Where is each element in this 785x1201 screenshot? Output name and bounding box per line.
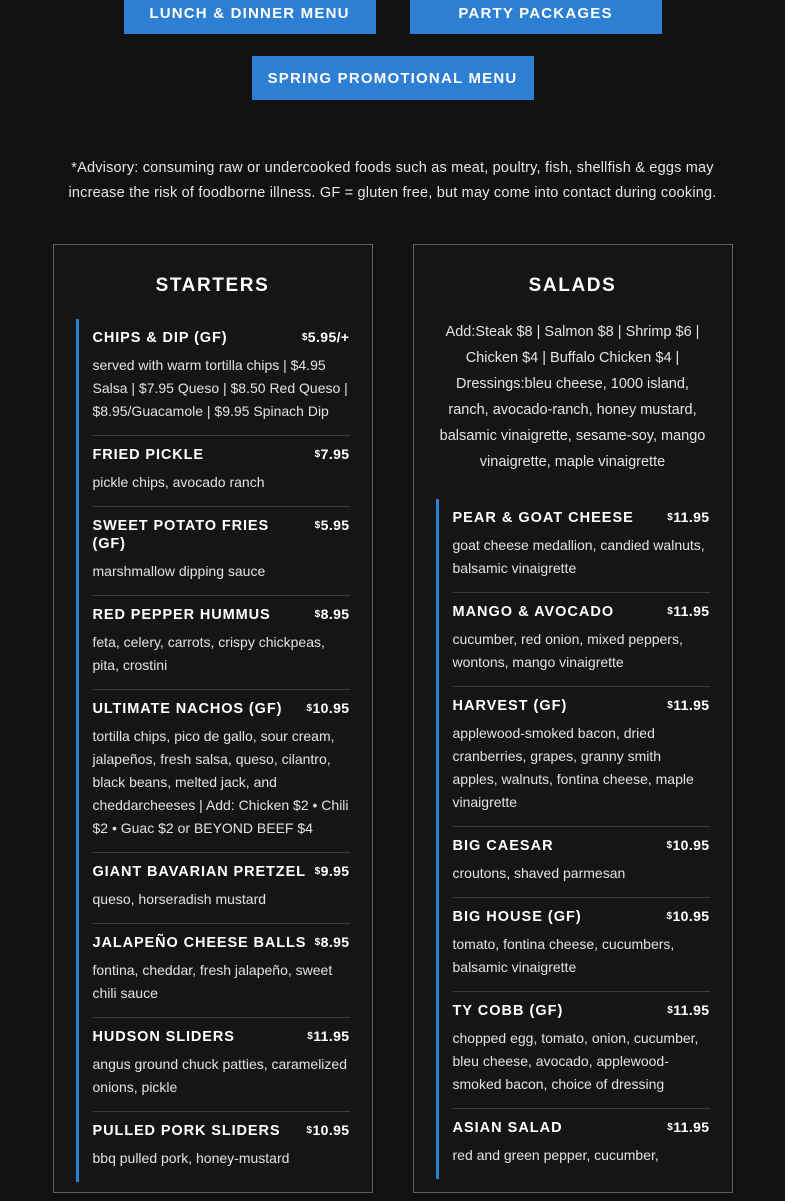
item-price: $10.95 — [306, 700, 350, 716]
item-description: pickle chips, avocado ranch — [92, 474, 265, 490]
menu-panels — [0, 244, 785, 1193]
list-item — [93, 924, 350, 1018]
list-item — [453, 898, 710, 992]
item-name: CHIPS & DIP (GF) — [92, 330, 228, 346]
spring-promotional-menu-button[interactable]: SPRING PROMOTIONAL MENU — [252, 56, 534, 100]
item-name: PULLED PORK SLIDERS — [92, 1123, 281, 1139]
item-price-value: 5.95 — [320, 517, 350, 533]
salads-list — [436, 499, 710, 1179]
item-header — [93, 517, 350, 553]
list-item — [93, 596, 350, 690]
item-description: applewood-smoked bacon, dried cranberries, grapes, granny smith apples, walnuts, fontina cheese, maple vinaigrette — [452, 725, 694, 810]
party-packages-button[interactable]: PARTY PACKAGES — [410, 0, 662, 34]
item-price-value: 8.95 — [320, 934, 350, 950]
item-name: MANGO & AVOCADO — [452, 604, 615, 620]
item-name: PEAR & GOAT CHEESE — [452, 510, 634, 526]
list-item — [453, 499, 710, 593]
item-description: red and green pepper, cucumber, — [452, 1147, 659, 1163]
item-header — [93, 329, 350, 347]
item-price: $9.95 — [314, 863, 350, 879]
list-item — [453, 1109, 710, 1179]
starters-list — [76, 319, 350, 1182]
item-name: HARVEST (GF) — [452, 698, 568, 714]
list-item — [93, 507, 350, 596]
advisory-text: *Advisory: consuming raw or undercooked foods such as meat, poultry, fish, shellfish & eggs may increase the risk of foodborne illness. GF = gluten free, but may come into contact during cooking. — [68, 160, 717, 201]
item-name: SWEET POTATO FRIES (GF) — [92, 518, 270, 552]
list-item — [453, 593, 710, 687]
item-name: JALAPEÑO CHEESE BALLS — [92, 935, 307, 951]
item-price: $8.95 — [314, 934, 350, 950]
item-header — [93, 446, 350, 464]
item-price-value: 11.95 — [673, 697, 710, 713]
salads-panel — [413, 244, 733, 1193]
lunch-dinner-menu-button[interactable]: LUNCH & DINNER MENU — [124, 0, 376, 34]
list-item — [93, 690, 350, 853]
top-button-row — [0, 0, 785, 34]
item-header — [453, 509, 710, 527]
item-name: BIG HOUSE (GF) — [452, 909, 582, 925]
starters-panel — [53, 244, 373, 1193]
list-item — [453, 827, 710, 898]
item-description: cucumber, red onion, mixed peppers, wontons, mango vinaigrette — [452, 631, 683, 670]
item-price-value: 11.95 — [673, 1119, 710, 1135]
item-description: marshmallow dipping sauce — [92, 563, 266, 579]
item-description: tortilla chips, pico de gallo, sour cream, jalapeños, fresh salsa, queso, cilantro, black beans, melted jack, and cheddarcheeses | Add: Chicken $2 • Chili $2 • Guac $2 or BEYOND BEEF $4 — [92, 728, 349, 836]
item-name: ASIAN SALAD — [452, 1120, 563, 1136]
list-item — [93, 1018, 350, 1112]
item-header — [93, 606, 350, 624]
item-price-value: 10.95 — [672, 908, 710, 924]
item-description: angus ground chuck patties, caramelized onions, pickle — [92, 1056, 347, 1095]
item-price-value: 11.95 — [673, 509, 710, 525]
item-description: chopped egg, tomato, onion, cucumber, bleu cheese, avocado, applewood-smoked bacon, choice of dressing — [452, 1030, 699, 1092]
starters-title: STARTERS — [155, 275, 270, 296]
list-item — [453, 992, 710, 1109]
list-item — [93, 319, 350, 436]
item-price: $10.95 — [666, 837, 710, 853]
item-header — [93, 700, 350, 718]
salads-note: Add:Steak $8 | Salmon $8 | Shrimp $6 | Chicken $4 | Buffalo Chicken $4 | Dressings:bleu cheese, 1000 island, ranch, avocado-ranch, honey mustard, balsamic vinaigrette, sesame-soy, mango vinaigrette, maple vinaigrette — [439, 324, 706, 470]
item-description: fontina, cheddar, fresh jalapeño, sweet chili sauce — [92, 962, 333, 1001]
list-item — [93, 1112, 350, 1182]
item-header — [453, 603, 710, 621]
item-header — [93, 863, 350, 881]
item-header — [93, 934, 350, 952]
item-price: $10.95 — [306, 1122, 350, 1138]
item-header — [93, 1122, 350, 1140]
item-header — [453, 837, 710, 855]
item-description: tomato, fontina cheese, cucumbers, balsamic vinaigrette — [452, 936, 675, 975]
item-price: $11.95 — [667, 697, 710, 713]
item-price-value: 10.95 — [312, 1122, 350, 1138]
item-header — [453, 908, 710, 926]
item-price-value: 10.95 — [312, 700, 350, 716]
item-price: $5.95/+ — [301, 329, 350, 345]
item-name: GIANT BAVARIAN PRETZEL — [92, 864, 306, 880]
item-price: $10.95 — [666, 908, 710, 924]
item-price-value: 11.95 — [673, 603, 710, 619]
item-name: HUDSON SLIDERS — [92, 1029, 235, 1045]
item-price: $11.95 — [667, 1119, 710, 1135]
item-price: $11.95 — [307, 1028, 350, 1044]
item-description: goat cheese medallion, candied walnuts, balsamic vinaigrette — [452, 537, 705, 576]
salads-title: SALADS — [528, 275, 617, 296]
item-header — [93, 1028, 350, 1046]
item-name: TY COBB (GF) — [452, 1003, 564, 1019]
item-price-value: 11.95 — [673, 1002, 710, 1018]
item-price-value: 8.95 — [320, 606, 350, 622]
item-price: $11.95 — [667, 603, 710, 619]
item-name: ULTIMATE NACHOS (GF) — [92, 701, 283, 717]
item-price: $11.95 — [667, 509, 710, 525]
item-description: feta, celery, carrots, crispy chickpeas, pita, crostini — [92, 634, 325, 673]
item-header — [453, 697, 710, 715]
item-header — [453, 1119, 710, 1137]
item-price: $11.95 — [667, 1002, 710, 1018]
list-item — [93, 436, 350, 507]
item-price-value: 5.95/+ — [307, 329, 350, 345]
item-name: BIG CAESAR — [452, 838, 554, 854]
item-description: croutons, shaved parmesan — [452, 865, 626, 881]
spring-button-row — [0, 34, 785, 100]
item-price-value: 11.95 — [313, 1028, 350, 1044]
item-description: queso, horseradish mustard — [92, 891, 267, 907]
item-price: $8.95 — [314, 606, 350, 622]
list-item — [93, 853, 350, 924]
item-name: RED PEPPER HUMMUS — [92, 607, 271, 623]
item-price-value: 7.95 — [320, 446, 350, 462]
item-price-value: 9.95 — [320, 863, 350, 879]
item-description: bbq pulled pork, honey-mustard — [92, 1150, 290, 1166]
item-price-value: 10.95 — [672, 837, 710, 853]
item-price: $7.95 — [314, 446, 350, 462]
list-item — [453, 687, 710, 827]
item-header — [453, 1002, 710, 1020]
item-name: FRIED PICKLE — [92, 447, 204, 463]
item-price: $5.95 — [314, 517, 350, 533]
item-description: served with warm tortilla chips | $4.95 Salsa | $7.95 Queso | $8.50 Red Queso | $8.95/Guacamole | $9.95 Spinach Dip — [92, 357, 348, 419]
